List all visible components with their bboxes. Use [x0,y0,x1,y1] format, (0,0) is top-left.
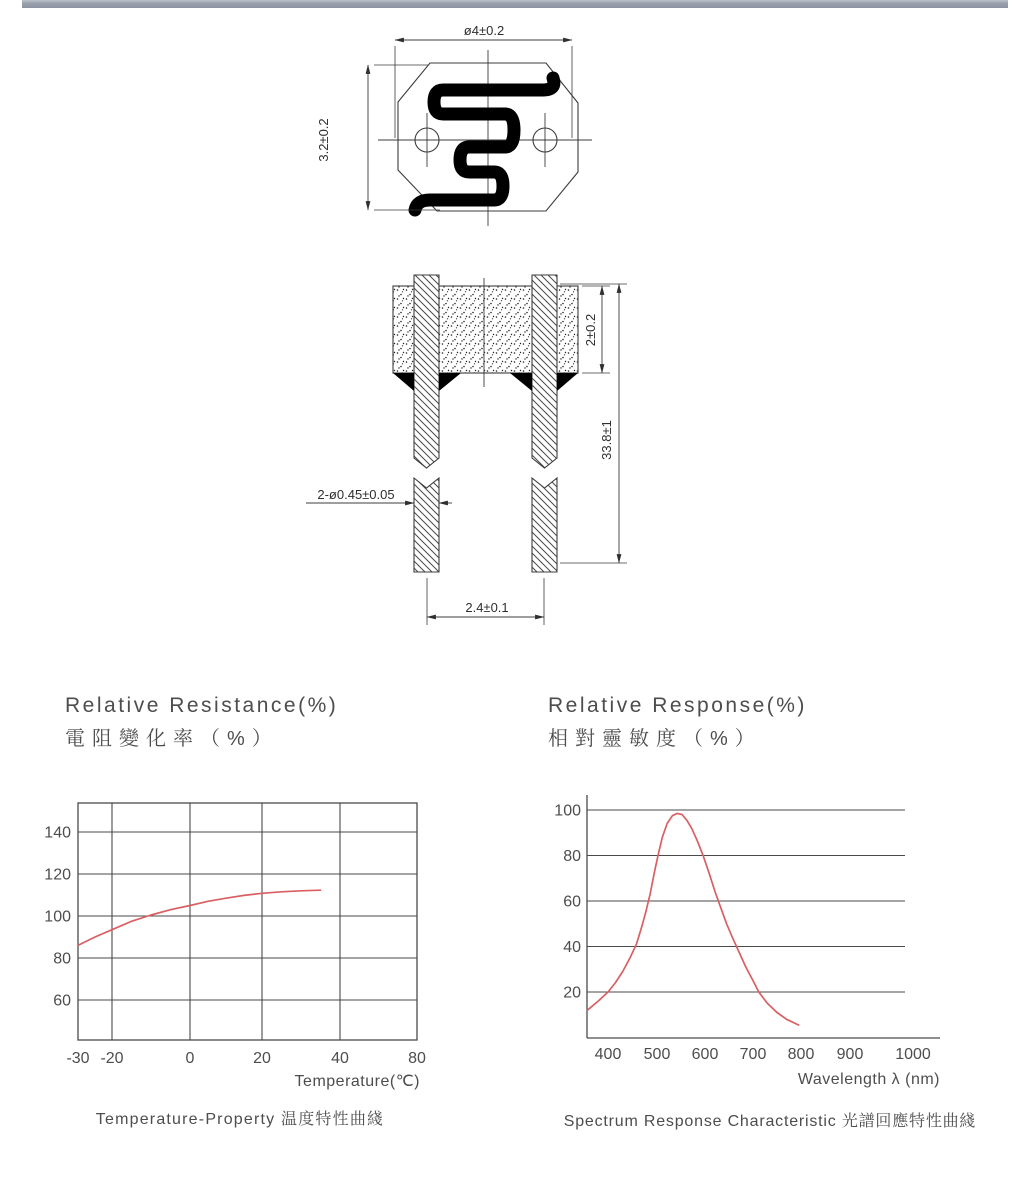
right-chart-title-cn: 相對靈敏度（%） [548,728,762,750]
dim-label-lead-diameter: 2-ø0.45±0.05 [317,487,395,502]
right-chart-x-axis-unit: Wavelength λ (nm) [797,1071,940,1088]
left-chart-title-en: Relative Resistance(%) [65,694,339,717]
temperature-property-plot [40,790,440,1082]
y-tick-label: 140 [44,824,71,842]
y-tick-label: 100 [554,802,581,820]
dim-label-diameter: ø4±0.2 [463,23,505,38]
x-tick-label: 400 [594,1046,622,1063]
left-chart-title-cn: 電阻變化率（%） [65,728,279,750]
y-tick-label: 120 [44,866,71,884]
left-lead-upper [414,275,439,468]
x-tick-label: 40 [331,1050,349,1067]
x-tick-label: 500 [643,1046,671,1063]
left-chart-x-axis-unit: Temperature(℃) [294,1073,420,1090]
right-chart-caption: Spectrum Response Characteristic 光譜回應特性曲綫 [563,1113,977,1130]
top-view [368,40,592,226]
plot-border [78,803,417,1040]
dim-label-height: 3.2±0.2 [316,118,331,162]
left-chart-title [65,694,338,751]
right-chart-title [548,694,807,751]
x-tick-label: 0 [185,1050,195,1067]
left-lead-lower [414,478,439,572]
x-tick-label: 1000 [895,1046,931,1063]
x-tick-label: 700 [739,1046,767,1063]
dim-label-total-length: 33.8±1 [599,420,614,460]
x-tick-label: -30 [66,1050,90,1067]
right-lead-upper [532,275,557,468]
x-tick-label: 600 [691,1046,719,1063]
x-tick-label: 800 [787,1046,815,1063]
y-tick-label: 20 [563,984,581,1002]
x-tick-label: 20 [253,1050,271,1067]
right-chart-title-en: Relative Response(%) [548,694,807,717]
x-tick-label: 80 [408,1050,426,1067]
y-tick-label: 80 [563,848,581,865]
serpentine-track [415,78,554,210]
spectrum-response-plot [550,780,990,1090]
data-series-line [587,813,798,1025]
x-tick-label: 900 [836,1046,864,1063]
right-lead-lower [532,478,557,572]
left-chart-caption: Temperature-Property 温度特性曲綫 [95,1111,385,1128]
data-series-line [78,890,321,945]
dim-label-thickness: 2±0.2 [583,313,598,347]
y-tick-label: 40 [563,939,581,956]
x-tick-label: -20 [100,1050,124,1067]
dim-label-lead-pitch: 2.4±0.1 [465,600,509,615]
y-tick-label: 60 [563,893,581,911]
y-tick-label: 60 [53,992,71,1010]
y-tick-label: 80 [53,950,71,968]
y-tick-label: 100 [44,908,71,926]
side-view [306,275,627,625]
